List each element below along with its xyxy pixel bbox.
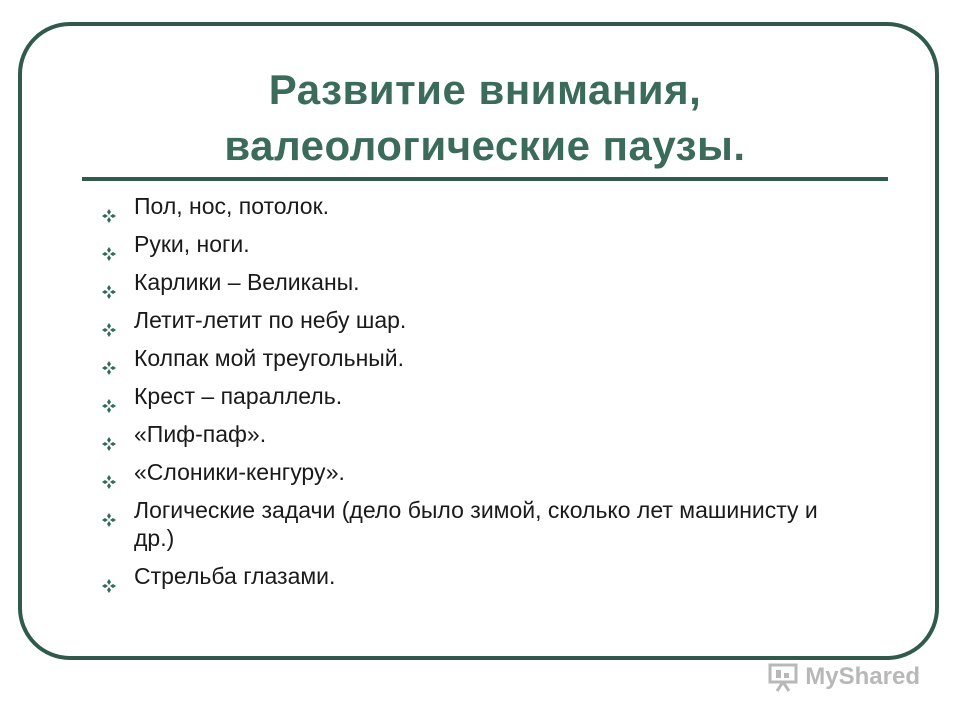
title-line-1: Развитие внимания, <box>268 66 702 113</box>
diamond-cluster-icon <box>102 201 116 215</box>
list-item <box>100 306 860 334</box>
watermark-text: MyShared <box>805 663 920 690</box>
diamond-cluster-icon <box>102 315 116 329</box>
list-item <box>100 268 860 296</box>
diamond-cluster-icon <box>102 391 116 405</box>
list-item <box>100 230 860 258</box>
diamond-cluster-icon <box>102 571 116 585</box>
title-divider <box>82 177 888 181</box>
list-item-text: Крест – параллель. <box>134 383 343 409</box>
list-item-text: Карлики – Великаны. <box>134 269 360 295</box>
diamond-cluster-icon <box>102 239 116 253</box>
list-item <box>100 420 860 448</box>
list-item-text: Летит-летит по небу шар. <box>134 307 407 333</box>
title-line-2: валеологические паузы. <box>224 122 746 169</box>
list-item-text: Колпак мой треугольный. <box>134 345 405 371</box>
list-item <box>100 382 860 410</box>
list-item <box>100 344 860 372</box>
diamond-cluster-icon <box>102 429 116 443</box>
diamond-cluster-icon <box>102 505 116 519</box>
diamond-cluster-icon <box>102 353 116 367</box>
list-item-text: Пол, нос, потолок. <box>134 193 330 219</box>
watermark <box>767 662 920 692</box>
list-item-text: «Слоники-кенгуру». <box>134 459 345 485</box>
list-item <box>100 562 860 590</box>
diamond-cluster-icon <box>102 467 116 481</box>
list-item-text: Руки, ноги. <box>134 231 250 257</box>
list-item <box>100 496 860 552</box>
diamond-cluster-icon <box>102 277 116 291</box>
slide-title <box>80 62 890 174</box>
list-item <box>100 458 860 486</box>
list-item-text: «Пиф-паф». <box>134 421 267 447</box>
list-item-text: Стрельба глазами. <box>134 563 336 589</box>
bullet-list <box>100 192 860 600</box>
list-item <box>100 192 860 220</box>
presentation-board-icon <box>767 662 801 692</box>
list-item-text: Логические задачи (дело было зимой, сколько лет машинисту и др.) <box>134 497 818 551</box>
